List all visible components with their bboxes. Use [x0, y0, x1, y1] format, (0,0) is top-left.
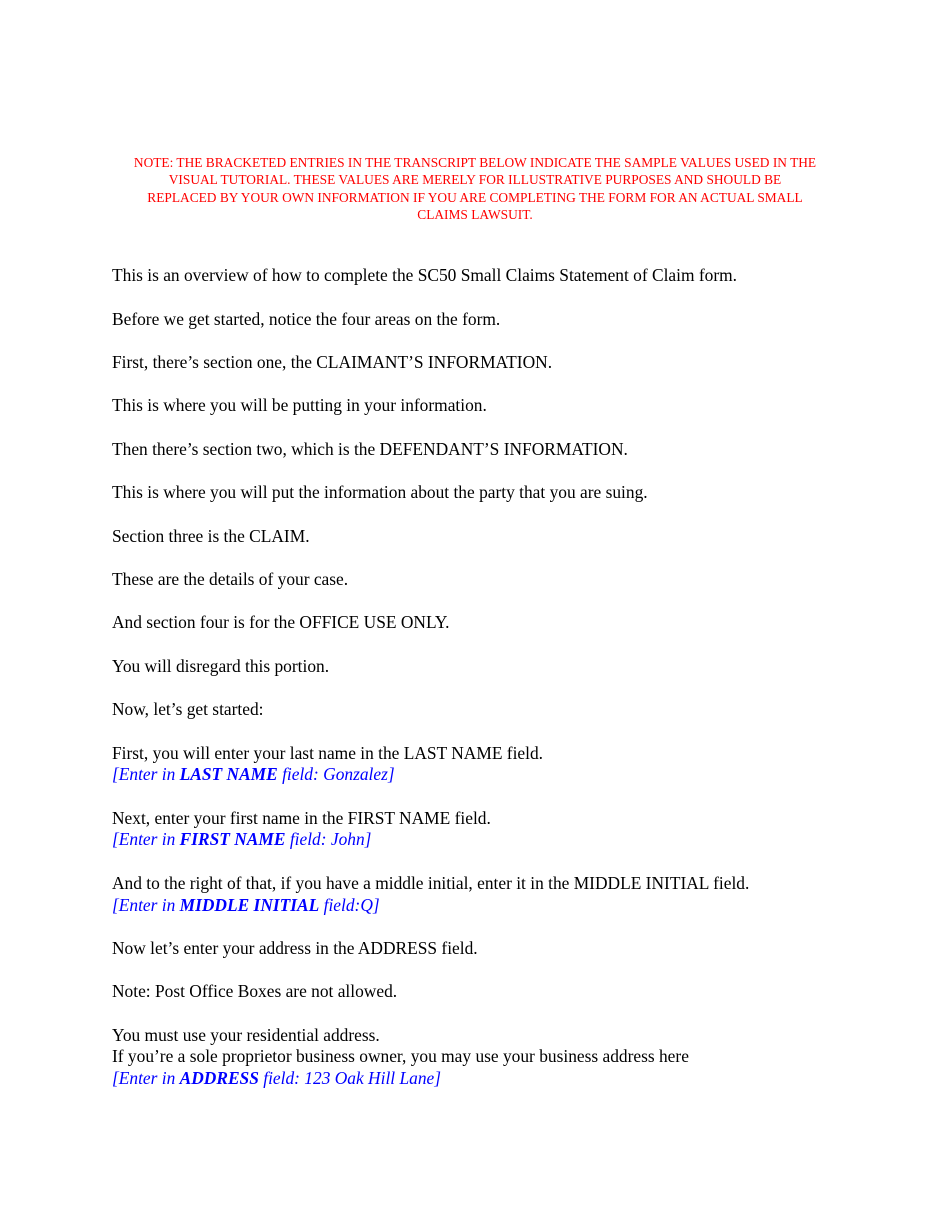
paragraph-case-details: These are the details of your case. — [112, 569, 349, 589]
disclaimer-note — [112, 154, 838, 223]
note-line: NOTE: THE BRACKETED ENTRIES IN THE TRANSCRIPT BELOW INDICATE THE SAMPLE VALUES USED IN THE — [133, 155, 817, 170]
sample-prefix: [Enter in — [112, 895, 180, 915]
paragraph-four-areas: Before we get started, notice the four areas on the form. — [112, 309, 501, 329]
sample-field-name: ADDRESS — [179, 1068, 259, 1088]
sample-middle-initial — [112, 894, 380, 916]
paragraph-middle-initial: And to the right of that, if you have a middle initial, enter it in the MIDDLE INITIAL field. — [112, 873, 750, 893]
note-line: CLAIMS LAWSUIT. — [417, 206, 533, 222]
sample-prefix: [Enter in — [112, 1068, 180, 1088]
paragraph-party-suing: This is where you will put the information about the party that you are suing. — [112, 482, 648, 502]
paragraph-section-one: First, there’s section one, the CLAIMANT’S INFORMATION. — [112, 352, 553, 372]
sample-field-name: MIDDLE INITIAL — [179, 895, 320, 915]
sample-prefix: [Enter in — [112, 829, 180, 849]
sample-value: field: 123 Oak Hill Lane] — [258, 1068, 442, 1088]
paragraph-get-started: Now, let’s get started: — [112, 699, 264, 719]
sample-last-name — [112, 763, 395, 785]
sample-field-name: LAST NAME — [179, 764, 278, 784]
sample-value: field: John] — [285, 829, 372, 849]
paragraph-business-owner: If you’re a sole proprietor business owner, you may use your business address here — [112, 1046, 689, 1066]
paragraph-first-name: Next, enter your first name in the FIRST NAME field. — [112, 808, 491, 828]
paragraph-section-three: Section three is the CLAIM. — [112, 526, 310, 546]
paragraph-last-name: First, you will enter your last name in the LAST NAME field. — [112, 743, 544, 763]
paragraph-section-two: Then there’s section two, which is the DEFENDANT’S INFORMATION. — [112, 439, 628, 459]
sample-field-name: FIRST NAME — [179, 829, 286, 849]
paragraph-disregard: You will disregard this portion. — [112, 656, 330, 676]
paragraph-your-info: This is where you will be putting in your information. — [112, 395, 487, 415]
note-line: REPLACED BY YOUR OWN INFORMATION IF YOU ARE COMPLETING THE FORM FOR AN ACTUAL SMALL — [147, 189, 803, 205]
paragraph-overview: This is an overview of how to complete the SC50 Small Claims Statement of Claim form. — [112, 265, 738, 285]
paragraph-section-four: And section four is for the OFFICE USE ONLY. — [112, 612, 450, 632]
sample-first-name — [112, 828, 371, 850]
note-line: VISUAL TUTORIAL. THESE VALUES ARE MERELY FOR ILLUSTRATIVE PURPOSES AND SHOULD BE — [168, 172, 782, 188]
paragraph-address: Now let’s enter your address in the ADDRESS field. — [112, 938, 478, 958]
sample-value: field:Q] — [319, 895, 380, 915]
paragraph-residential: You must use your residential address. — [112, 1025, 380, 1045]
paragraph-po-box-note: Note: Post Office Boxes are not allowed. — [112, 981, 398, 1001]
sample-address — [112, 1067, 441, 1089]
sample-prefix: [Enter in — [112, 764, 180, 784]
sample-value: field: Gonzalez] — [277, 764, 395, 784]
